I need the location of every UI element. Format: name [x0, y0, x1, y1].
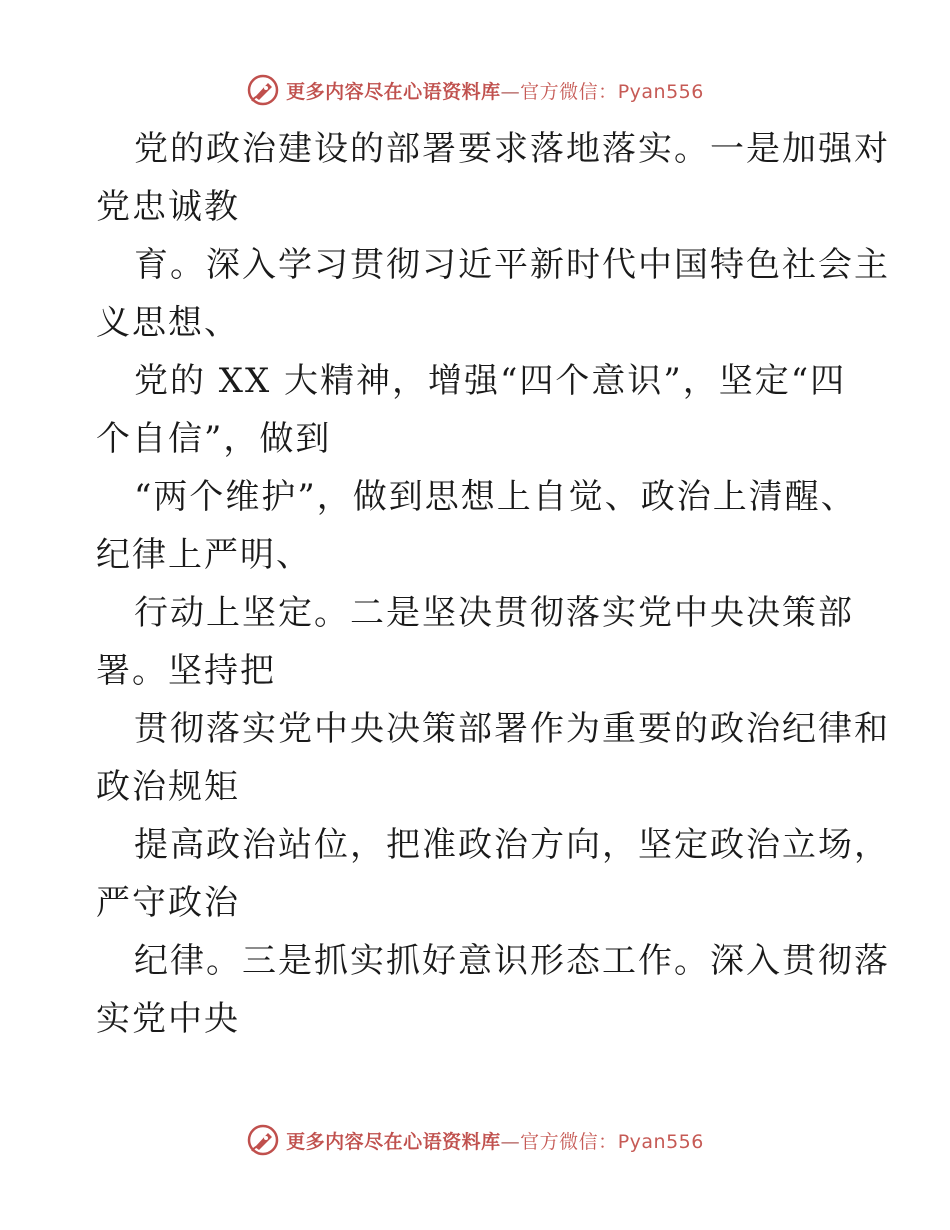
text-line: 义思想、 — [96, 303, 240, 343]
text-line: 贯彻落实党中央决策部署作为重要的政治纪律和 — [134, 709, 890, 749]
pen-nib-circle-icon — [246, 73, 280, 107]
text-line: 党忠诚教 — [96, 187, 240, 227]
header-watermark — [0, 70, 950, 110]
text-line: 实党中央 — [96, 999, 240, 1039]
text-line: 育。深入学习贯彻习近平新时代中国特色社会主 — [134, 245, 890, 285]
document-body — [96, 120, 890, 1048]
text-line: 行动上坚定。二是坚决贯彻落实党中央决策部 — [134, 593, 854, 633]
watermark-text: 更多内容尽在心语资料库—官方微信：Pyan556 — [286, 1130, 704, 1153]
text-line: 提高政治站位，把准政治方向，坚定政治立场， — [134, 825, 890, 865]
text-line: 个自信”，做到 — [96, 419, 332, 459]
text-line: 政治规矩 — [96, 767, 240, 807]
pen-nib-circle-icon — [246, 1123, 280, 1157]
footer-watermark — [0, 1120, 950, 1160]
text-line: 纪律。三是抓实抓好意识形态工作。深入贯彻落 — [134, 941, 890, 981]
text-line: 党的 XX 大精神，增强“四个意识”，坚定“四 — [134, 361, 847, 401]
text-line: “两个维护”，做到思想上自觉、政治上清醒、 — [134, 477, 857, 517]
text-line: 严守政治 — [96, 883, 240, 923]
watermark-text: 更多内容尽在心语资料库—官方微信：Pyan556 — [286, 80, 704, 103]
text-line: 署。坚持把 — [96, 651, 276, 691]
text-line: 纪律上严明、 — [96, 535, 312, 575]
text-line: 党的政治建设的部署要求落地落实。一是加强对 — [134, 129, 890, 169]
